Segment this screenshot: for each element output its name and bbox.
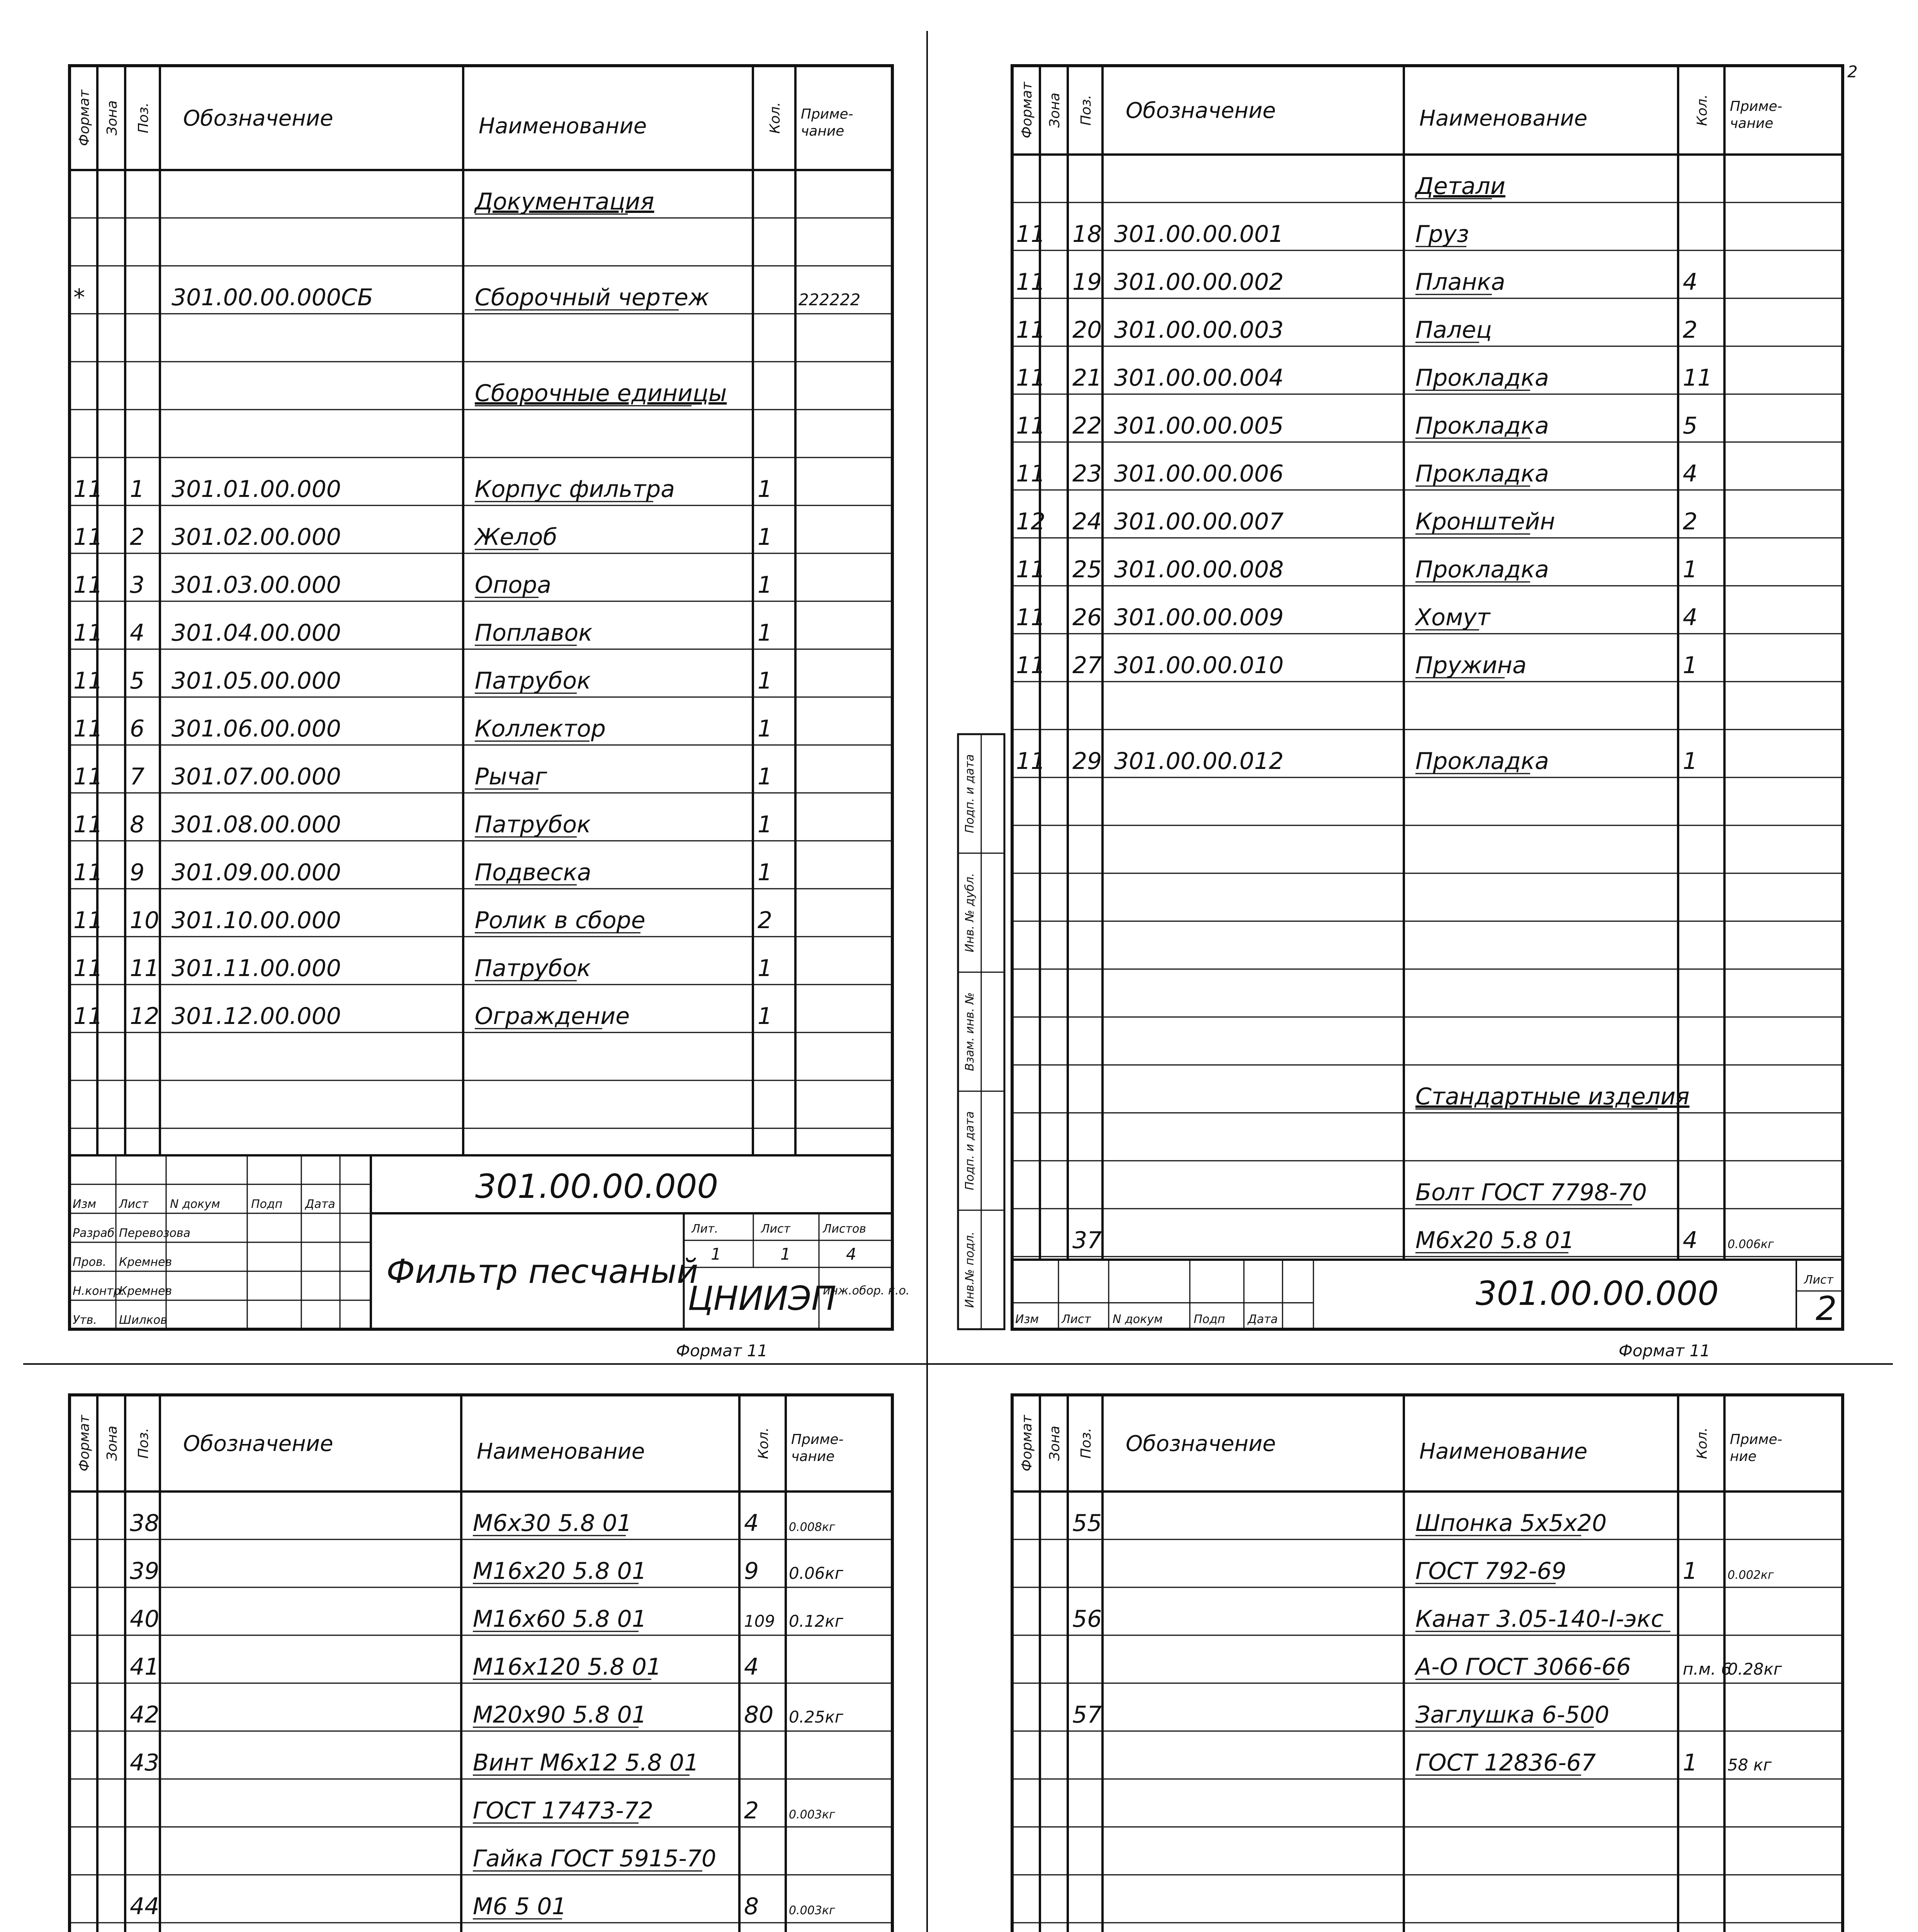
stamp-lit: Лит.	[691, 1222, 719, 1236]
row-qty: 1	[1683, 748, 1698, 775]
row-pos: 10	[130, 907, 160, 934]
stamp-nkontr-name: Кремнев	[119, 1284, 172, 1298]
row-qty: 4	[744, 1510, 759, 1537]
stamp-sign: Подп	[251, 1197, 283, 1211]
row-pos: 9	[130, 859, 145, 886]
row-format: 11	[73, 859, 103, 886]
row-format: 11	[1016, 221, 1046, 248]
row-name: Хомут	[1415, 604, 1490, 631]
row-qty: 1	[758, 1003, 773, 1030]
stamp-sheets-val: 4	[846, 1245, 856, 1264]
header-note: Приме-	[1730, 1432, 1782, 1447]
row-format: *	[73, 284, 85, 311]
row-qty: 2	[744, 1797, 759, 1824]
header-qty: Кол.	[1694, 1427, 1710, 1459]
header-designation: Обозначение	[1126, 1431, 1276, 1456]
row-qty: 1	[1683, 1558, 1698, 1585]
row-note: 0.28кг	[1728, 1660, 1782, 1679]
header-format: Формат	[1019, 82, 1035, 139]
row-designation: 301.12.00.000	[172, 1003, 341, 1030]
row-note: 222222	[798, 290, 861, 309]
header-format: Формат	[1019, 1415, 1035, 1472]
row-qty: 11	[1683, 364, 1712, 391]
row-pos: 23	[1072, 460, 1102, 487]
row-pos: 26	[1072, 604, 1102, 631]
row-pos: 11	[130, 955, 160, 982]
row-note: 0.006кг	[1728, 1238, 1774, 1251]
title-code: 301.00.00.000	[475, 1167, 719, 1206]
row-pos: 55	[1072, 1510, 1102, 1537]
row-name: ГОСТ 17473-72	[473, 1797, 654, 1824]
format-label: Формат 11	[676, 1341, 768, 1360]
row-name: Пружина	[1415, 652, 1527, 679]
row-qty: 1	[758, 476, 773, 503]
row-qty: 1	[758, 524, 773, 551]
header-pos: Поз.	[136, 1428, 151, 1459]
row-qty: 4	[744, 1653, 759, 1680]
row-format: 11	[1016, 652, 1046, 679]
row-name: Желоб	[475, 524, 557, 551]
row-qty: 4	[1683, 269, 1698, 296]
row-pos: 6	[130, 715, 145, 742]
row-format: 11	[73, 667, 103, 694]
row-name: Болт ГОСТ 7798-70	[1415, 1179, 1647, 1206]
row-pos: 27	[1072, 652, 1102, 679]
row-name: Палец	[1415, 316, 1492, 344]
row-pos: 22	[1072, 412, 1102, 439]
row-name: Ограждение	[475, 1003, 630, 1030]
stamp-sign: Подп	[1194, 1313, 1225, 1326]
stamp-sheet-val: 1	[780, 1245, 791, 1264]
header-note-line2: чание	[791, 1449, 835, 1464]
row-designation: 301.04.00.000	[172, 619, 341, 646]
stamp-lit-val: 1	[711, 1245, 721, 1264]
row-name: Рычаг	[475, 763, 547, 790]
row-pos: 40	[130, 1605, 160, 1633]
stamp-sheets: Листов	[823, 1222, 866, 1236]
row-note: 0.25кг	[789, 1708, 843, 1726]
row-format: 11	[1016, 269, 1046, 296]
header-note-line2: чание	[1730, 116, 1774, 131]
row-qty: 4	[1683, 460, 1698, 487]
side-stamp-top	[958, 734, 1004, 1329]
header-format: Формат	[76, 89, 92, 146]
header-zone: Зона	[104, 100, 120, 136]
row-designation: 301.10.00.000	[172, 907, 341, 934]
row-pos: 37	[1072, 1227, 1102, 1254]
title-product: Фильтр песчаный	[386, 1252, 698, 1291]
row-name: Коллектор	[475, 715, 606, 742]
row-qty: 80	[744, 1701, 774, 1728]
row-format: 11	[1016, 364, 1046, 391]
stamp-sheet-label: Лист	[1804, 1273, 1834, 1287]
side-stamp-inv_vzam: Взам. инв. №	[963, 992, 977, 1071]
row-designation: 301.00.00.007	[1114, 508, 1284, 535]
row-designation: 301.02.00.000	[172, 524, 341, 551]
row-pos: 42	[130, 1701, 160, 1728]
header-qty: Кол.	[1694, 94, 1710, 126]
stamp-date: Дата	[1248, 1313, 1278, 1326]
row-name: Патрубок	[475, 811, 591, 838]
row-name: ГОСТ 792-69	[1415, 1558, 1566, 1585]
header-note-line2: чание	[801, 123, 844, 139]
row-note: 0.12кг	[789, 1612, 843, 1631]
row-format: 11	[1016, 412, 1046, 439]
row-note: 0.008кг	[789, 1520, 835, 1534]
header-name: Наименование	[1419, 1439, 1588, 1464]
row-qty: 2	[758, 907, 773, 934]
row-pos: 8	[130, 811, 145, 838]
row-format: 11	[73, 1003, 103, 1030]
row-qty: 1	[758, 811, 773, 838]
header-designation: Обозначение	[1126, 98, 1276, 123]
side-stamp-inv_dubl: Инв. № дубл.	[963, 873, 977, 952]
row-designation: 301.00.00.008	[1114, 556, 1284, 583]
row-format: 11	[73, 763, 103, 790]
row-name: Заглушка 6-500	[1415, 1701, 1609, 1728]
header-zone: Зона	[1047, 92, 1063, 128]
row-format: 12	[1016, 508, 1046, 535]
row-pos: 24	[1072, 508, 1102, 535]
row-name: Прокладка	[1415, 748, 1549, 775]
row-name: Подвеска	[475, 859, 591, 886]
row-pos: 4	[130, 619, 145, 646]
row-name: М6х20 5.8 01	[1415, 1227, 1575, 1254]
row-qty: 5	[1683, 412, 1698, 439]
row-designation: 301.07.00.000	[172, 763, 341, 790]
row-qty: 1	[758, 667, 773, 694]
row-qty: 8	[744, 1893, 759, 1920]
header-pos: Поз.	[1078, 1428, 1094, 1459]
row-name: М6х30 5.8 01	[473, 1510, 632, 1537]
row-note: 0.003кг	[789, 1904, 835, 1917]
row-name: Гайка ГОСТ 5915-70	[473, 1845, 717, 1872]
row-qty: 4	[1683, 604, 1698, 631]
row-name: Прокладка	[1415, 364, 1549, 391]
section-title: Детали	[1415, 173, 1505, 200]
row-designation: 301.00.00.000СБ	[172, 284, 374, 311]
row-designation: 301.06.00.000	[172, 715, 341, 742]
stamp-org: ЦНИИЭП	[688, 1279, 836, 1318]
row-qty: 1	[758, 955, 773, 982]
stamp-sheet-number: 2	[1816, 1289, 1837, 1328]
row-name: М16х20 5.8 01	[473, 1558, 647, 1585]
row-note: 58 кг	[1728, 1755, 1772, 1774]
header-pos: Поз.	[136, 102, 151, 133]
stamp-izm: Изм	[73, 1197, 97, 1211]
header-format: Формат	[76, 1415, 92, 1472]
row-pos: 20	[1072, 316, 1102, 344]
section-title: Стандартные изделия	[1415, 1083, 1690, 1110]
row-qty: 1	[1683, 556, 1698, 583]
row-name: Кронштейн	[1415, 508, 1555, 535]
row-qty: 1	[1683, 1749, 1698, 1776]
row-designation: 301.00.00.002	[1114, 269, 1284, 296]
row-designation: 301.00.00.001	[1114, 221, 1284, 248]
row-pos: 5	[130, 667, 145, 694]
row-qty: 1	[758, 571, 773, 599]
row-designation: 301.00.00.009	[1114, 604, 1284, 631]
row-format: 11	[73, 524, 103, 551]
stamp-izm: Изм	[1015, 1313, 1039, 1326]
header-zone: Зона	[1047, 1425, 1063, 1461]
header-zone: Зона	[104, 1425, 120, 1461]
stamp-date: Дата	[305, 1197, 335, 1211]
row-pos: 18	[1072, 221, 1102, 248]
stamp-utv: Утв.	[73, 1313, 97, 1327]
row-format: 11	[73, 571, 103, 599]
row-name: Прокладка	[1415, 556, 1549, 583]
row-designation: 301.00.00.006	[1114, 460, 1284, 487]
row-name: Ролик в сборе	[475, 907, 646, 934]
row-name: Опора	[475, 571, 552, 599]
row-name: М20х90 5.8 01	[473, 1701, 647, 1728]
spec-sheet-2	[1012, 66, 1843, 1329]
row-format: 11	[1016, 604, 1046, 631]
stamp-prov: Пров.	[73, 1255, 107, 1269]
row-pos: 21	[1072, 364, 1102, 391]
row-designation: 301.03.00.000	[172, 571, 341, 599]
side-stamp-inv_orig: Инв.№ подл.	[963, 1231, 977, 1308]
row-qty: 109	[744, 1612, 775, 1631]
section-title: Документация	[475, 188, 654, 215]
stamp-doc: N докум	[170, 1197, 220, 1211]
row-pos: 43	[130, 1749, 160, 1776]
row-pos: 29	[1072, 748, 1102, 775]
row-format: 11	[73, 619, 103, 646]
stamp-list: Лист	[1062, 1313, 1091, 1326]
row-name: Прокладка	[1415, 460, 1549, 487]
spec-sheet-4	[1012, 1395, 1852, 1932]
header-qty: Кол.	[756, 1427, 771, 1459]
row-format: 11	[73, 811, 103, 838]
row-name: Винт М6х12 5.8 01	[473, 1749, 699, 1776]
row-name: Сборочный чертеж	[475, 284, 709, 311]
row-pos: 12	[130, 1003, 160, 1030]
row-name: Планка	[1415, 269, 1505, 296]
row-pos: 19	[1072, 269, 1102, 296]
row-pos: 44	[130, 1893, 160, 1920]
row-note: 0.06кг	[789, 1564, 843, 1583]
stamp-utv-name: Шилков	[119, 1313, 167, 1327]
row-name: М16х60 5.8 01	[473, 1605, 647, 1633]
row-qty: 1	[758, 859, 773, 886]
header-name: Наименование	[477, 1439, 645, 1464]
row-qty: 1	[758, 619, 773, 646]
row-qty: 2	[1683, 316, 1698, 344]
stamp-prov-name: Кремнев	[119, 1255, 172, 1269]
row-qty: 1	[758, 715, 773, 742]
row-format: 11	[1016, 556, 1046, 583]
row-note: 0.002кг	[1728, 1568, 1774, 1582]
row-qty: 1	[1683, 652, 1698, 679]
header-pos: Поз.	[1078, 95, 1094, 126]
row-name: М16х120 5.8 01	[473, 1653, 662, 1680]
top-sheet-number: 2	[1847, 62, 1858, 81]
row-format: 11	[73, 907, 103, 934]
row-name: М6 5 01	[473, 1893, 567, 1920]
row-pos: 3	[130, 571, 145, 599]
row-designation: 301.01.00.000	[172, 476, 341, 503]
row-pos: 41	[130, 1653, 160, 1680]
row-name: Шпонка 5х5х20	[1415, 1510, 1607, 1537]
spec-sheet-3	[70, 1395, 892, 1932]
row-pos: 57	[1072, 1701, 1102, 1728]
row-format: 11	[73, 955, 103, 982]
row-pos: 7	[130, 763, 145, 790]
row-name: Поплавок	[475, 619, 593, 646]
row-pos: 2	[130, 524, 145, 551]
stamp-sheet: Лист	[761, 1222, 791, 1236]
row-designation: 301.00.00.004	[1114, 364, 1284, 391]
row-pos: 1	[130, 476, 145, 503]
row-pos: 38	[130, 1510, 160, 1537]
stamp-nkontr: Н.контр.	[73, 1284, 125, 1298]
header-name: Наименование	[479, 114, 647, 139]
row-name: Патрубок	[475, 667, 591, 694]
row-qty: 4	[1683, 1227, 1698, 1254]
header-note-line2: ние	[1730, 1449, 1757, 1464]
side-stamp-sign_date: Подп. и дата	[963, 1111, 977, 1190]
row-designation: 301.05.00.000	[172, 667, 341, 694]
header-note: Приме-	[1730, 99, 1782, 114]
row-name: Корпус фильтра	[475, 476, 675, 503]
row-name: Прокладка	[1415, 412, 1549, 439]
row-designation: 301.08.00.000	[172, 811, 341, 838]
row-format: 11	[1016, 748, 1046, 775]
row-designation: 301.00.00.012	[1114, 748, 1284, 775]
stamp-list: Лист	[119, 1197, 149, 1211]
side-stamp-sign_date2: Подп. и дата	[963, 754, 977, 833]
header-note: Приме-	[791, 1432, 844, 1447]
row-name: Канат 3.05-140-I-экс	[1415, 1605, 1664, 1633]
spec-sheet-1	[70, 66, 910, 1329]
stamp-razrab: Разраб.	[73, 1226, 118, 1240]
row-format: 11	[73, 715, 103, 742]
section-title: Сборочные единицы	[475, 380, 727, 407]
row-name: Груз	[1415, 221, 1469, 248]
row-designation: 301.11.00.000	[172, 955, 341, 982]
row-format: 11	[1016, 460, 1046, 487]
header-designation: Обозначение	[183, 1431, 333, 1456]
sheet-frame	[1012, 66, 1843, 1329]
stamp-doc: N докум	[1113, 1313, 1163, 1326]
row-qty: 9	[744, 1558, 759, 1585]
row-name: Патрубок	[475, 955, 591, 982]
row-format: 11	[1016, 316, 1046, 344]
row-qty: п.м. 6	[1683, 1660, 1731, 1679]
row-format: 11	[73, 476, 103, 503]
format-label: Формат 11	[1619, 1341, 1711, 1360]
row-pos: 25	[1072, 556, 1102, 583]
row-pos: 56	[1072, 1605, 1102, 1633]
stamp-razrab-name: Перевозова	[119, 1226, 190, 1240]
stamp-code: 301.00.00.000	[1476, 1274, 1719, 1313]
row-designation: 301.00.00.005	[1114, 412, 1284, 439]
row-pos: 39	[130, 1558, 160, 1585]
header-designation: Обозначение	[183, 106, 333, 131]
stamp-org-sub: инж.обор. к.о.	[823, 1284, 910, 1298]
row-designation: 301.00.00.010	[1114, 652, 1284, 679]
header-name: Наименование	[1419, 106, 1588, 131]
row-qty: 2	[1683, 508, 1698, 535]
row-name: А-О ГОСТ 3066-66	[1415, 1653, 1631, 1680]
header-note: Приме-	[801, 106, 853, 122]
header-qty: Кол.	[767, 102, 783, 134]
row-designation: 301.09.00.000	[172, 859, 341, 886]
row-qty: 1	[758, 763, 773, 790]
row-designation: 301.00.00.003	[1114, 316, 1284, 344]
row-note: 0.003кг	[789, 1808, 835, 1821]
row-name: ГОСТ 12836-67	[1415, 1749, 1596, 1776]
